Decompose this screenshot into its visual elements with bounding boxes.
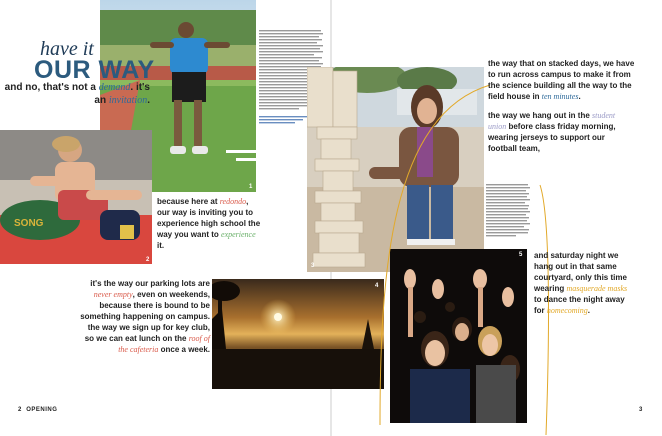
photo-wrestling	[0, 130, 152, 264]
parking-copy: it's the way our parking lots are never empty, even on weekends, because there is bound to be something happening on campus. the way we sign up for key club, so we can eat lunch on the roof of the cafeteria once a week.	[80, 279, 210, 354]
photo-number: 3	[311, 263, 315, 269]
title-have-it: have it	[40, 38, 94, 60]
photo-sunset	[212, 279, 384, 389]
photo-number: 4	[375, 283, 379, 289]
photo-number: 2	[146, 257, 150, 263]
senior-union-copy: the way we hang out in the student union before class friday morning, wearing jerseys to support our football team,	[488, 111, 616, 153]
svg-text:SONG: SONG	[14, 218, 44, 229]
saturday-copy: and saturday night we hang out in that same courtyard, only this time wearing masquerade masks to dance the night away for homecoming.	[534, 251, 628, 315]
redondo-copy: because here at redondo, our way is inviting you to experience high school the way you want to experience it.	[157, 197, 261, 250]
tagline: and no, that's not a demand. it's an invitation.	[4, 82, 150, 106]
photo-number: 1	[249, 184, 253, 190]
folio-right: 3	[639, 407, 643, 413]
photo-number: 5	[519, 252, 523, 258]
title-our-way: OUR WAY	[34, 56, 155, 84]
stacked-days-copy: the way that on stacked days, we have to run across campus to make it from the science building all the way to the field house in ten minutes.	[488, 59, 635, 101]
folio-left: 2 OPENING	[18, 407, 58, 413]
